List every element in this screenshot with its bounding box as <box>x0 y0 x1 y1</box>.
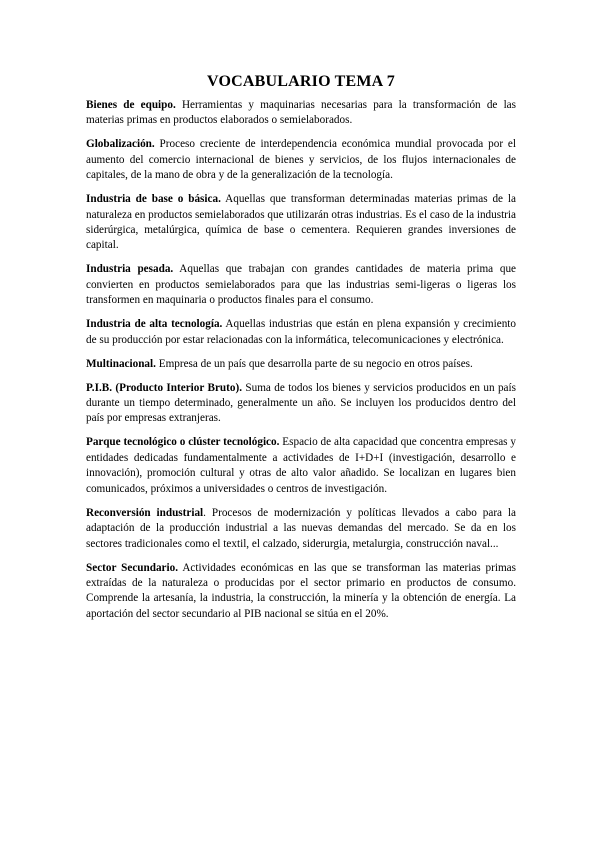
vocabulary-entry-alta-tecnologia <box>86 317 516 348</box>
entry-term: Globalización. <box>86 138 155 151</box>
entry-definition: Herramientas y maquinarias necesarias para la transformación de las materias primas en productos elaborados o semielaborados. <box>86 99 516 127</box>
entry-definition: Aquellas que transforman determinadas materias primas de la naturaleza en productos semielaborados que utilizarán otras industrias. Es el caso de la industria siderúrgica, metalúrgica, química de base o cementera. Requieren grandes inversiones de capital. <box>86 193 516 252</box>
entry-term: Parque tecnológico o clúster tecnológico. <box>86 436 280 449</box>
vocabulary-entry-multinacional <box>86 357 516 372</box>
entry-definition: . Procesos de modernización y políticas llevados a cabo para la adaptación de la producción industrial a las nuevas demandas del mercado. Se da en los sectores tradicionales como el textil, el calzado, siderurgia, metalurgia, construcción naval... <box>86 506 517 550</box>
vocabulary-entry-pib <box>86 381 516 427</box>
entry-definition: Aquellas que trabajan con grandes cantidades de materia prima que convierten en productos semielaborados para que las industrias semi-ligeras o ligeras los transformen en maquinaria o productos finales para el consumo. <box>86 263 517 307</box>
entry-term: Sector Secundario. <box>86 561 179 574</box>
entry-definition: Espacio de alta capacidad que concentra empresas y entidades dedicadas fundamentalmente a actividades de I+D+I (investigación, desarrollo e innovación), promoción cultural y otras de alto valor añadido. Se localizan en lugares bien comunicados, próximos a universidades o centros de investigación. <box>86 436 516 495</box>
vocabulary-entry-industria-de-base <box>86 192 516 254</box>
entry-term: Industria de base o básica. <box>86 193 221 206</box>
vocabulary-entry-reconversion-industrial <box>86 506 516 552</box>
vocabulary-entry-parque-tecnologico <box>86 435 516 497</box>
vocabulary-entry-globalizacion <box>86 137 516 183</box>
entry-term: Multinacional. <box>86 357 156 370</box>
entry-term: Bienes de equipo. <box>86 99 176 111</box>
entry-term: Reconversión industrial <box>86 506 204 519</box>
vocabulary-entry-industria-pesada <box>86 262 516 308</box>
entry-term: Industria de alta tecnología. <box>86 318 223 331</box>
page-title: VOCABULARIO TEMA 7 <box>207 73 395 90</box>
entry-definition: Empresa de un país que desarrolla parte de su negocio en otros países. <box>155 357 473 370</box>
entry-definition: Suma de todos los bienes y servicios producidos en un país durante un tiempo determinado, generalmente un año. Se incluyen los producidos dentro del país por empresas extranjeras. <box>86 381 516 425</box>
entry-term: Industria pesada. <box>86 263 174 276</box>
vocabulary-entry-sector-secundario <box>86 561 516 623</box>
entry-term: P.I.B. (Producto Interior Bruto). <box>86 381 242 394</box>
vocabulary-entry-bienes-de-equipo <box>86 98 516 129</box>
entry-definition: Actividades económicas en las que se transforman las materias primas extraídas de la naturaleza o producidas por el sector primario en productos de consumo. Comprende la artesanía, la industria, la construcción, la minería y la obtención de energía. La aportación del sector secundario al PIB nacional se sitúa en el 20%. <box>86 561 516 620</box>
entry-definition: Proceso creciente de interdependencia económica mundial provocada por el aumento del comercio internacional de bienes y servicios, de los flujos internacionales de capitales, de la mano de obra y de la generalización de la tecnología. <box>86 138 516 182</box>
entry-definition: Aquellas industrias que están en plena expansión y crecimiento de su producción por estar relacionadas con la informática, telecomunicaciones y electrónica. <box>86 318 516 346</box>
document-page <box>86 72 516 631</box>
